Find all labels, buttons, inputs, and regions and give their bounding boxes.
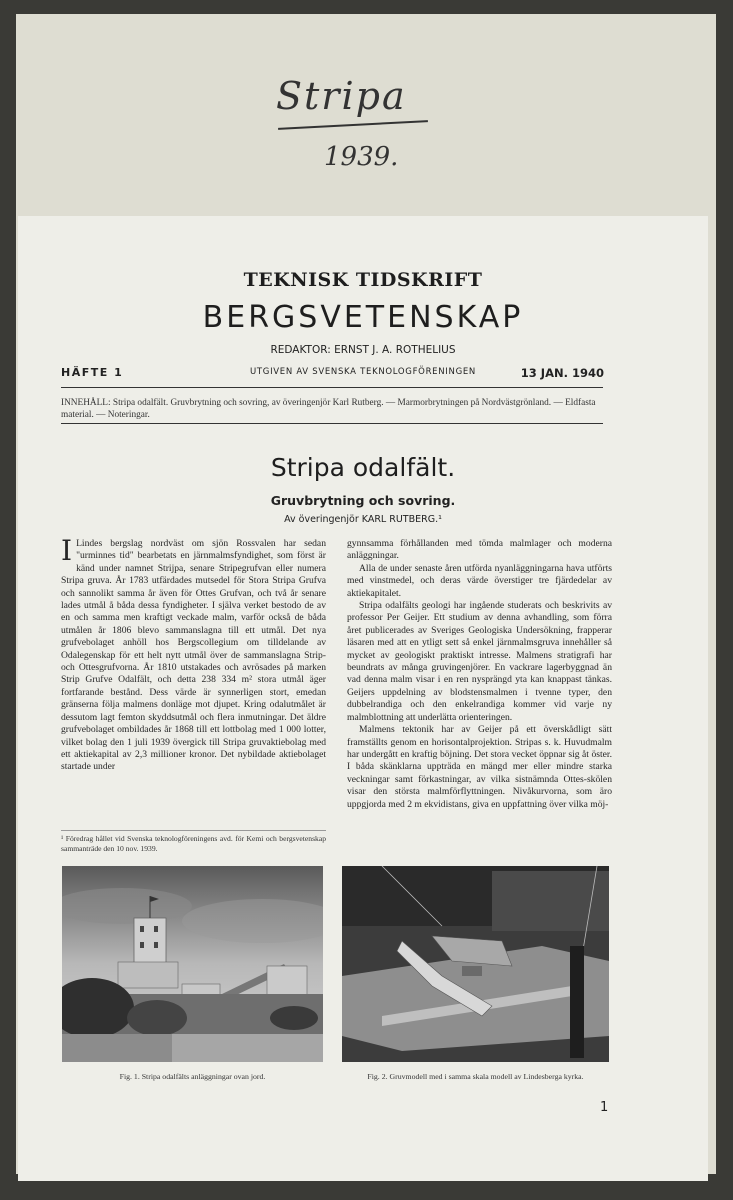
handwritten-name: Stripa [276, 74, 407, 118]
article-byline: Av överingenjör KARL RUTBERG.¹ [284, 514, 442, 525]
header-rule-bottom [61, 423, 603, 424]
footnote: ¹ Föredrag hållet vid Svenska teknologföreningens avd. för Kemi och bergsvetenskap sammanträde den 10 nov. 1939. [61, 830, 326, 854]
table-of-contents: INNEHÅLL: Stripa odalfält. Gruvbrytning och sovring, av överingenjör Karl Rutberg. — Marmorbrytningen på Nordvästgrönland. — Eldfasta material. — Noteringar. [61, 398, 596, 420]
figure-1-caption: Fig. 1. Stripa odalfälts anläggningar ovan jord. [119, 1072, 266, 1081]
handwriting-underline [278, 120, 428, 130]
article-title: Stripa odalfält. [270, 453, 456, 482]
section-title: BERGSVETENSKAP [202, 300, 524, 335]
figure-2-caption: Fig. 2. Gruvmodell med i samma skala modell av Lindesberga kyrka. [367, 1072, 584, 1081]
issue-date: 13 JAN. 1940 [520, 366, 604, 380]
article-column-right [347, 538, 612, 811]
paragraph-text: Alla de under senaste åren utförda nyanläggningarna hava utförts med vinstmedel, och deras värde överstiger tre fjärdedelar av aktiekapitalet. [347, 562, 612, 599]
handwritten-year: 1939. [324, 142, 399, 172]
header-rule-top [61, 387, 603, 388]
paragraph-text: gynnsamma förhållanden med tömda malmlager och moderna anläggningar. [347, 538, 612, 562]
editor-line: REDAKTOR: ERNST J. A. ROTHELIUS [270, 344, 456, 356]
page-number: 1 [600, 1100, 609, 1115]
journal-page [18, 216, 708, 1181]
article-subtitle: Gruvbrytning och sovring. [270, 493, 456, 508]
paragraph-text: Malmens tektonik har av Geijer på ett överskådligt sätt framställts genom en horisontalprojektion. Stripas s. k. Huvudmalm har undergått en kraftig böjning. Det stora vecket öppnar sig åt öster. I båda skänklarna uppträda en mängd mer eller mindre starka veckningar samt förkastningar, av vilka sistnämnda Ottes-skölen visar den största malmförflyttningen. Nivåkurvorna, som äro uppgjorda med 2 m ekvidistans, giva en uppfattning över vilka möj- [347, 724, 612, 810]
journal-title: TEKNISK TIDSKRIFT [243, 269, 483, 291]
paragraph-text: Stripa odalfälts geologi har ingående studerats och beskrivits av professor Per Geijer. Ett studium av denna avhandling, som förra året publicerades av Sveriges Geologiska Undersökning, frapperar läsaren med att en ytligt sett så enkel järnmalmsgruva innehåller så mycket av geologiskt praktiskt intresse. Malmens stratigrafi har beundrats av många gruvingenjörer. En vackrare lagerbyggnad än vad denna malm visar i en ren nysprängd yta kan knappast tänkas. Geijers uppdelning av blodstensmalmen i tvenne typer, den dubbelrandiga och den enkelrandiga kommer vid varje ny malmblottning att underlätta orienteringen. [347, 600, 612, 723]
drop-cap: I [61, 534, 73, 567]
mine-model-photo [342, 866, 609, 1062]
mine-buildings-photo [62, 866, 323, 1062]
issue-number: HÄFTE 1 [61, 366, 124, 379]
publisher-line: UTGIVEN AV SVENSKA TEKNOLOGFÖRENINGEN [249, 367, 476, 377]
paragraph-text: Lindes bergslag nordväst om sjön Rossvalen har sedan "urminnes tid" bearbetats en järnmalmsfyndighet, som först är känd under namnet Strijpa, senare Stripegrufvan eller numera Stripa gruva. År 1783 utfärdades mutsedel för Stora Stripa Grufva och sannolikt samma år även för Ottes Grufvan, och två år senare lades utmål å båda dessa fyndigheter. I själva verket bestodo de av en och samma men kraftigt veckade malm, varför också de båda utmålen år 1806 blevo sammanslagna till ett utmål. Det nya grufvebolaget anhöll hos Bergscollegium om tilldelande av Odalegenskap för ett helt nytt utmål över de sammanslagna Strip- och Ottesgrufvorna. År 1810 utstakades och avrösades på marken Strip Grufve Odalfält, och detta 238 334 m² stora utmål äger fortfarande bestånd. Dess värde är synnerligen stort, emedan gränserna följa malmens donläge mot djupet. Kring odalutmålet är dessutom lagt femton skyddsutmål och flera inmutningar. Det äldre grufvebolaget ombildades år 1868 till ett lottbolag med 1 000 lotter, vilket bolag den 1 juli 1939 övergick till Stripa gruvaktiebolag med ett aktiekapital av 2,3 millioner kronor. Det nybildade aktiebolaget startade under [61, 538, 326, 773]
article-column-left [61, 534, 326, 774]
